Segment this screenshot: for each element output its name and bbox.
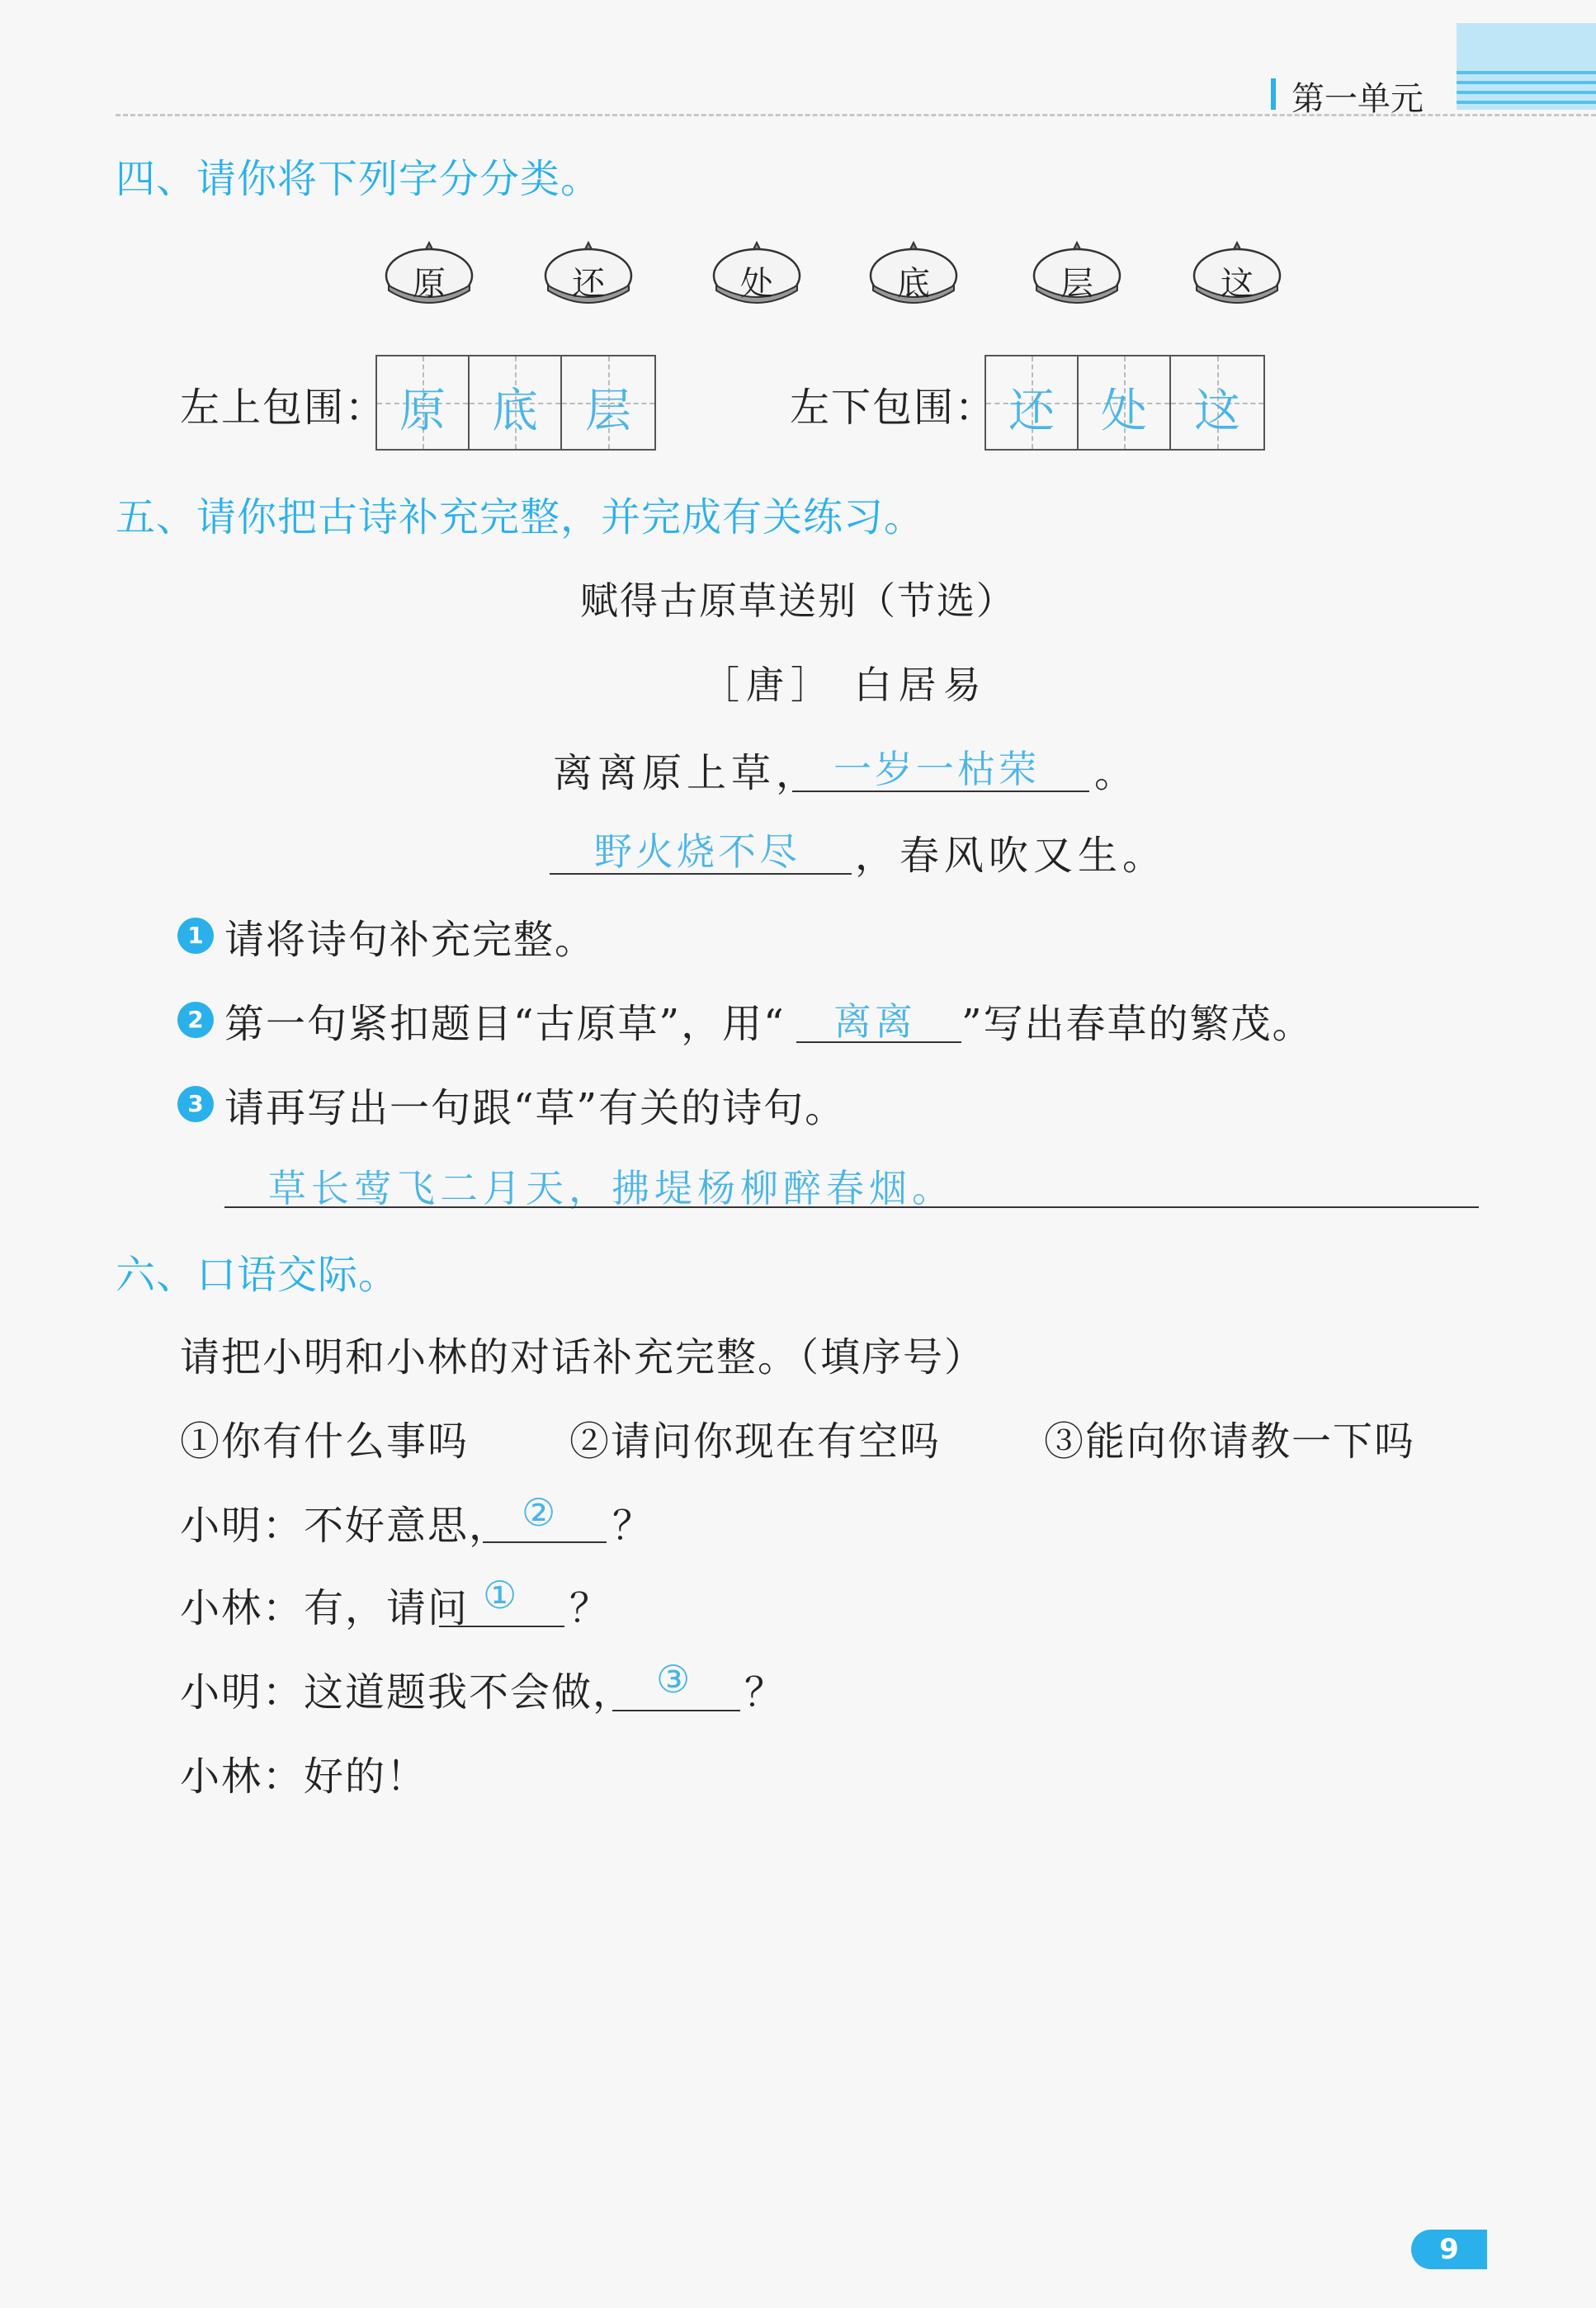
unit-title: 第一单元 [1291, 80, 1424, 118]
header-stripe [1457, 71, 1596, 74]
header-divider [116, 114, 1596, 116]
char-bun [384, 239, 475, 305]
dialog-line-suffix: ？ [569, 1585, 611, 1631]
dialog-line-prefix: 小林：好的！ [180, 1753, 428, 1800]
dialog-line-prefix: 小明：不好意思， [180, 1503, 511, 1549]
writing-cell [986, 356, 1079, 449]
bun-char: 还 [572, 265, 605, 303]
header-stripe [1457, 81, 1596, 84]
poem-author: ［唐］ 白居易 [701, 663, 988, 707]
blank-line [550, 873, 852, 875]
question3-answer: 草长莺飞二月天，拂堤杨柳醉春烟。 [268, 1166, 955, 1211]
char-bun [543, 239, 634, 305]
section5-title: 五、请你把古诗补充完整，并完成有关练习。 [116, 494, 925, 540]
poem-line2-suffix: ，春风吹又生。 [855, 833, 1168, 879]
answer-char: 原 [399, 385, 446, 438]
dialog-answer: ③ [656, 1657, 694, 1702]
bun-char: 底 [897, 265, 930, 303]
answer-char: 层 [585, 385, 631, 438]
question-number-badge: 3 [177, 1086, 214, 1122]
writing-cell [562, 356, 654, 449]
answer-char: 底 [492, 385, 538, 438]
blank-line [796, 1041, 961, 1043]
char-bun [868, 239, 959, 305]
dialog-answer: ① [483, 1573, 521, 1617]
bun-char: 这 [1221, 265, 1254, 303]
question2-answer: 离离 [833, 999, 916, 1044]
poem-line2-answer: 野火烧不尽 [594, 829, 800, 874]
option-2: ②请问你现在有空吗 [569, 1418, 942, 1465]
blank-line [439, 1626, 564, 1627]
option-1: ①你有什么事吗 [180, 1418, 470, 1465]
dialog-answer: ② [522, 1490, 560, 1535]
char-bun [711, 239, 802, 305]
question-number-badge: 1 [177, 918, 214, 954]
left-down-label: 左下包围： [790, 385, 997, 431]
bun-char: 原 [413, 265, 446, 303]
writing-cell [470, 356, 562, 449]
dialog-line-prefix: 小林：有，请问 [180, 1585, 470, 1631]
header-stripe [1457, 101, 1596, 104]
question2-prefix: 第一句紧扣题目“古原草”，用“ [224, 1001, 786, 1047]
question1-text: 请将诗句补充完整。 [224, 917, 597, 963]
dialog-line-suffix: ？ [744, 1669, 786, 1716]
section6-title: 六、口语交际。 [116, 1252, 399, 1298]
poem-line1-answer: 一岁一枯荣 [833, 747, 1040, 791]
question-number-badge: 2 [177, 1002, 214, 1038]
writing-cell [1171, 356, 1263, 449]
blank-line [483, 1541, 607, 1543]
section4-title: 四、请你将下列字分分类。 [116, 156, 602, 202]
left-up-label: 左上包围： [180, 385, 387, 431]
writing-cell [1079, 356, 1171, 449]
bun-char: 处 [740, 265, 773, 303]
answer-char: 这 [1194, 385, 1240, 438]
dialog-instruction: 请把小明和小林的对话补充完整。（填序号） [180, 1334, 986, 1381]
left-up-grid [375, 355, 656, 451]
dialog-line-suffix: ？ [612, 1503, 654, 1549]
page-number: 9 [1411, 2230, 1487, 2269]
dialog-line-prefix: 小明：这道题我不会做， [180, 1669, 635, 1716]
question2-suffix: ”写出春草的繁茂。 [961, 1001, 1314, 1047]
char-bun [1032, 239, 1122, 305]
header-bar [1271, 78, 1276, 110]
header-stripe [1457, 91, 1596, 94]
blank-line [612, 1710, 740, 1711]
bun-char: 层 [1060, 265, 1093, 303]
blank-line [224, 1206, 1479, 1208]
poem-line1-prefix: 离离原上草， [553, 750, 821, 796]
header-decoration [1457, 23, 1596, 110]
left-down-grid [985, 355, 1265, 451]
blank-line [792, 791, 1089, 792]
poem-line1-suffix: 。 [1094, 750, 1136, 796]
answer-char: 还 [1008, 385, 1055, 438]
question3-text: 请再写出一句跟“草”有关的诗句。 [224, 1085, 847, 1131]
char-bun [1192, 239, 1282, 305]
answer-char: 处 [1101, 385, 1147, 438]
writing-cell [377, 356, 470, 449]
option-3: ③能向你请教一下吗 [1044, 1418, 1416, 1465]
poem-title: 赋得古原草送别（节选） [580, 578, 1016, 623]
